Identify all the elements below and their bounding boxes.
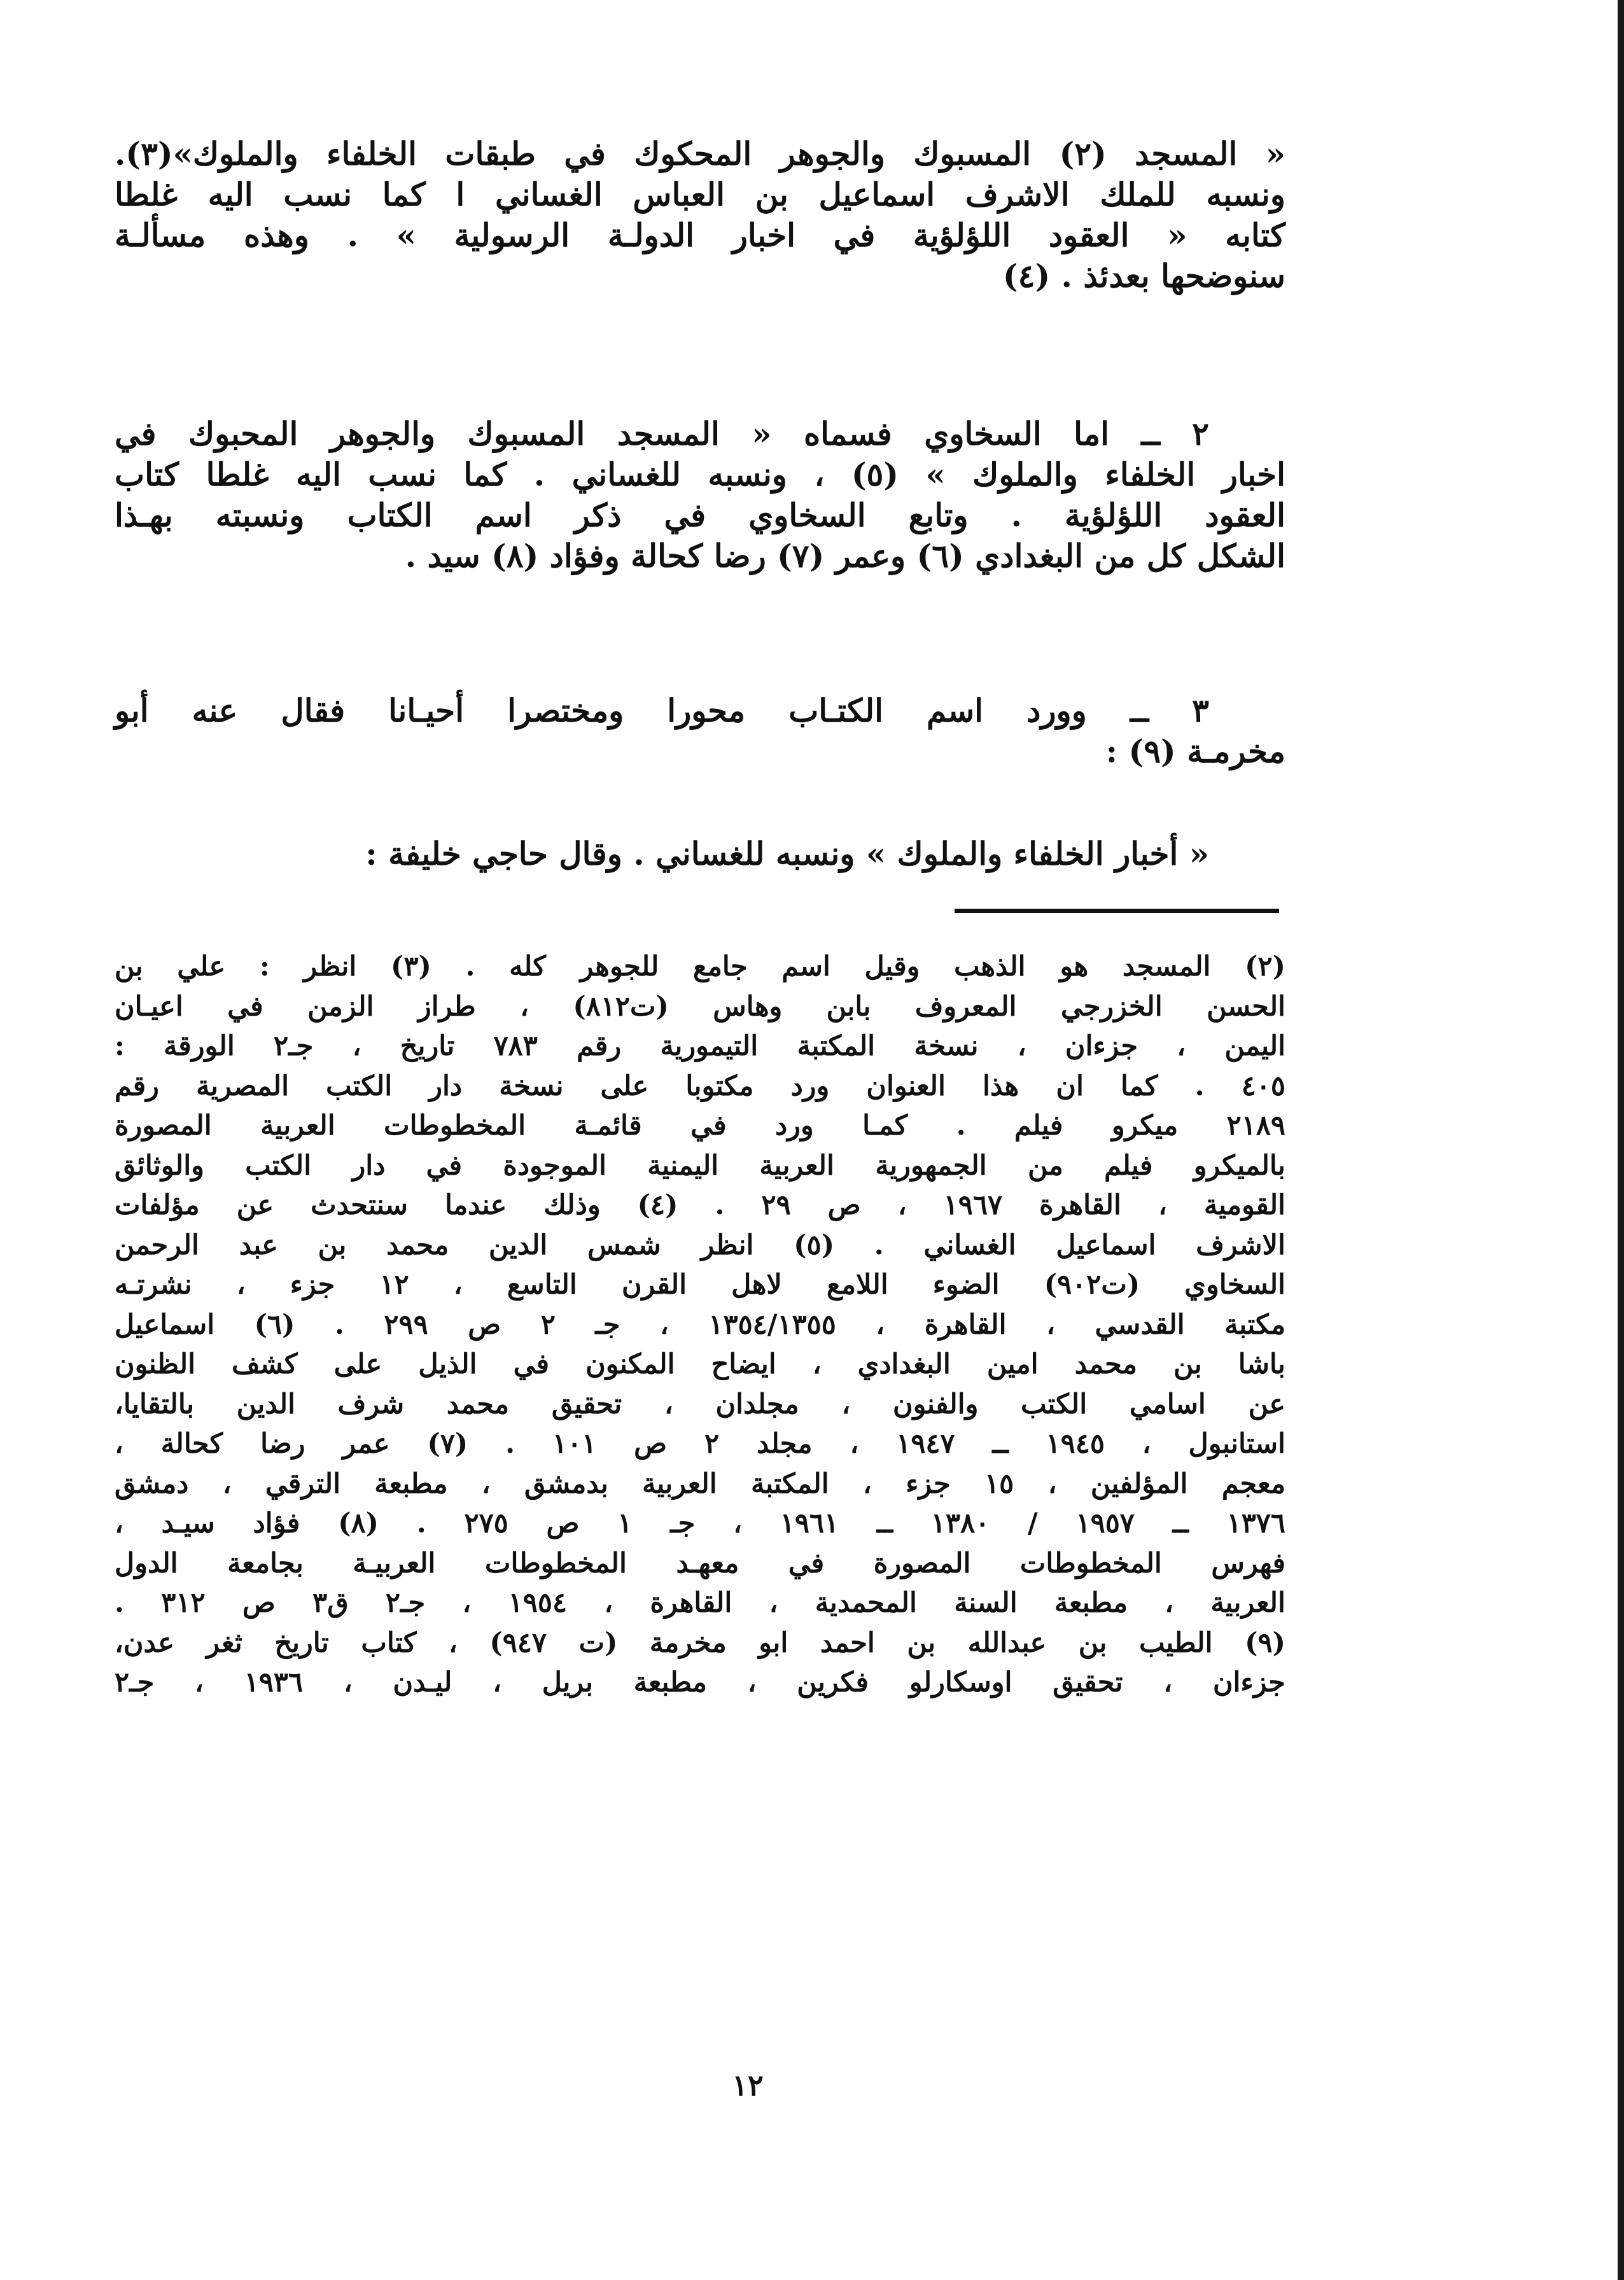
footnote-line: استانبول ، ١٩٤٥ ــ ١٩٤٧ ، مجلد ٢ ص ١٠١ . (٧) عمر رضا كحالة ، (115, 1428, 1286, 1460)
footnote-line: باشا بن محمد امين البغدادي ، ايضاح المكنون في الذيل على كشف الظنون (115, 1348, 1285, 1380)
footnote-line: اليمن ، جزءان ، نسخة المكتبة التيمورية رقم ٧٨٣ تاريخ ، جـ٢ الورقة : (115, 1030, 1286, 1062)
text-line: « أخبار الخلفاء والملوك » ونسبه للغساني . وقال حاجي خليفة : (365, 835, 1209, 872)
footnote-line: العربية ، مطبعة السنة المحمدية ، القاهرة ، ١٩٥٤ ، جـ٢ ق٣ ص ٣١٢ . (115, 1587, 1285, 1619)
text-line: ٣ ــ وورد اسم الكتـاب محورا ومختصرا أحيـانا فقال عنه أبو (115, 692, 1209, 729)
footnotes (115, 947, 1285, 1703)
footnote-line: ٢١٨٩ ميكرو فيلم . كمـا ورد في قائمـة المخطوطات العربية المصورة (115, 1110, 1285, 1142)
text-line: كتابه « العقود اللؤلؤية في اخبار الدولـة الرسولية » . وهذه مسألـة (115, 216, 1285, 254)
paragraph-3 (115, 690, 1285, 772)
text-line: ونسبه للملك الاشرف اسماعيل بن العباس الغساني ا كما نسب اليه غلطا (115, 176, 1285, 213)
footnote-line: الاشرف اسماعيل الغساني . (٥) انظر شمس الدين محمد بن عبد الرحمن (115, 1229, 1285, 1261)
footnote-line: مكتبة القدسي ، القاهرة ، ١٣٥٤/١٣٥٥ ، جـ ٢ ص ٢٩٩ . (٦) اسماعيل (115, 1308, 1285, 1341)
footnote-line: ٤٠٥ . كما ان هذا العنوان ورد مكتوبا على نسخة دار الكتب المصرية رقم (115, 1070, 1285, 1102)
footnote-divider (955, 909, 1279, 913)
footnote-line: الحسن الخزرجي المعروف بابن وهاس (ت٨١٢) ، طراز الزمن في اعيـان (115, 990, 1286, 1023)
footnote-line: القومية ، القاهرة ١٩٦٧ ، ص ٢٩ . (٤) وذلك عندما سنتحدث عن مؤلفات (115, 1189, 1285, 1221)
paragraph-4 (115, 834, 1285, 874)
text-line: مخرمـة (٩) : (1105, 732, 1285, 770)
text-line: الشكل كل من البغدادي (٦) وعمر (٧) رضا كحالة وفؤاد (٨) سيد . (405, 537, 1285, 575)
footnote-line: فهرس المخطوطات المصورة في معهـد المخطوطات العربيـة بجامعة الدول (115, 1547, 1285, 1579)
footnote-line: جزءان ، تحقيق اوسكارلو فكرين ، مطبعة بريل ، ليـدن ، ١٩٣٦ ، جـ٢ (115, 1667, 1286, 1698)
footnote-line: (٩) الطيب بن عبدالله بن احمد ابو مخرمة (ت ٩٤٧) ، كتاب تاريخ ثغر عدن، (115, 1626, 1285, 1659)
page-number: ١٢ (732, 2068, 764, 2102)
footnote-line: ١٣٧٦ ــ ١٩٥٧ / ١٣٨٠ ــ ١٩٦١ ، جـ ١ ص ٢٧٥ . (٨) فؤاد سيـد ، (115, 1507, 1285, 1539)
footnote-line: عن اسامي الكتب والفنون ، مجلدان ، تحقيق محمد شرف الدين بالتقايا، (115, 1388, 1285, 1420)
footnote-line: بالميكرو فيلم من الجمهورية العربية اليمنية الموجودة في دار الكتب والوثائق (115, 1149, 1285, 1182)
text-line: العقود اللؤلؤية . وتابع السخاوي في ذكر اسم الكتاب ونسبته بهـذا (115, 496, 1285, 534)
text-line: « المسجد (٢) المسبوك والجوهر المحكوك في طبقات الخلفاء والملوك»(٣). (115, 135, 1285, 172)
page-edge-shadow (1618, 0, 1624, 2280)
footnote-line: السخاوي (ت٩٠٢) الضوء اللامع لاهل القرن التاسع ، ١٢ جزء ، نشرتـه (115, 1269, 1285, 1301)
paragraph-2 (115, 414, 1285, 577)
text-line: ٢ ــ اما السخاوي فسماه « المسجد المسبوك والجوهر المحبوك في (115, 415, 1209, 452)
footnote-line: (٢) المسجد هو الذهب وقيل اسم جامع للجوهر كله . (٣) انظر : علي بن (115, 951, 1285, 983)
footnote-line: معجم المؤلفين ، ١٥ جزء ، المكتبة العربية بدمشق ، مطبعة الترقي ، دمشق (115, 1467, 1285, 1500)
text-line: اخبار الخلفاء والملوك » (٥) ، ونسبه للغساني . كما نسب اليه غلطا كتاب (115, 456, 1285, 493)
paragraph-1 (115, 134, 1285, 297)
text-line: سنوضحها بعدئذ . (٤) (1002, 257, 1285, 295)
